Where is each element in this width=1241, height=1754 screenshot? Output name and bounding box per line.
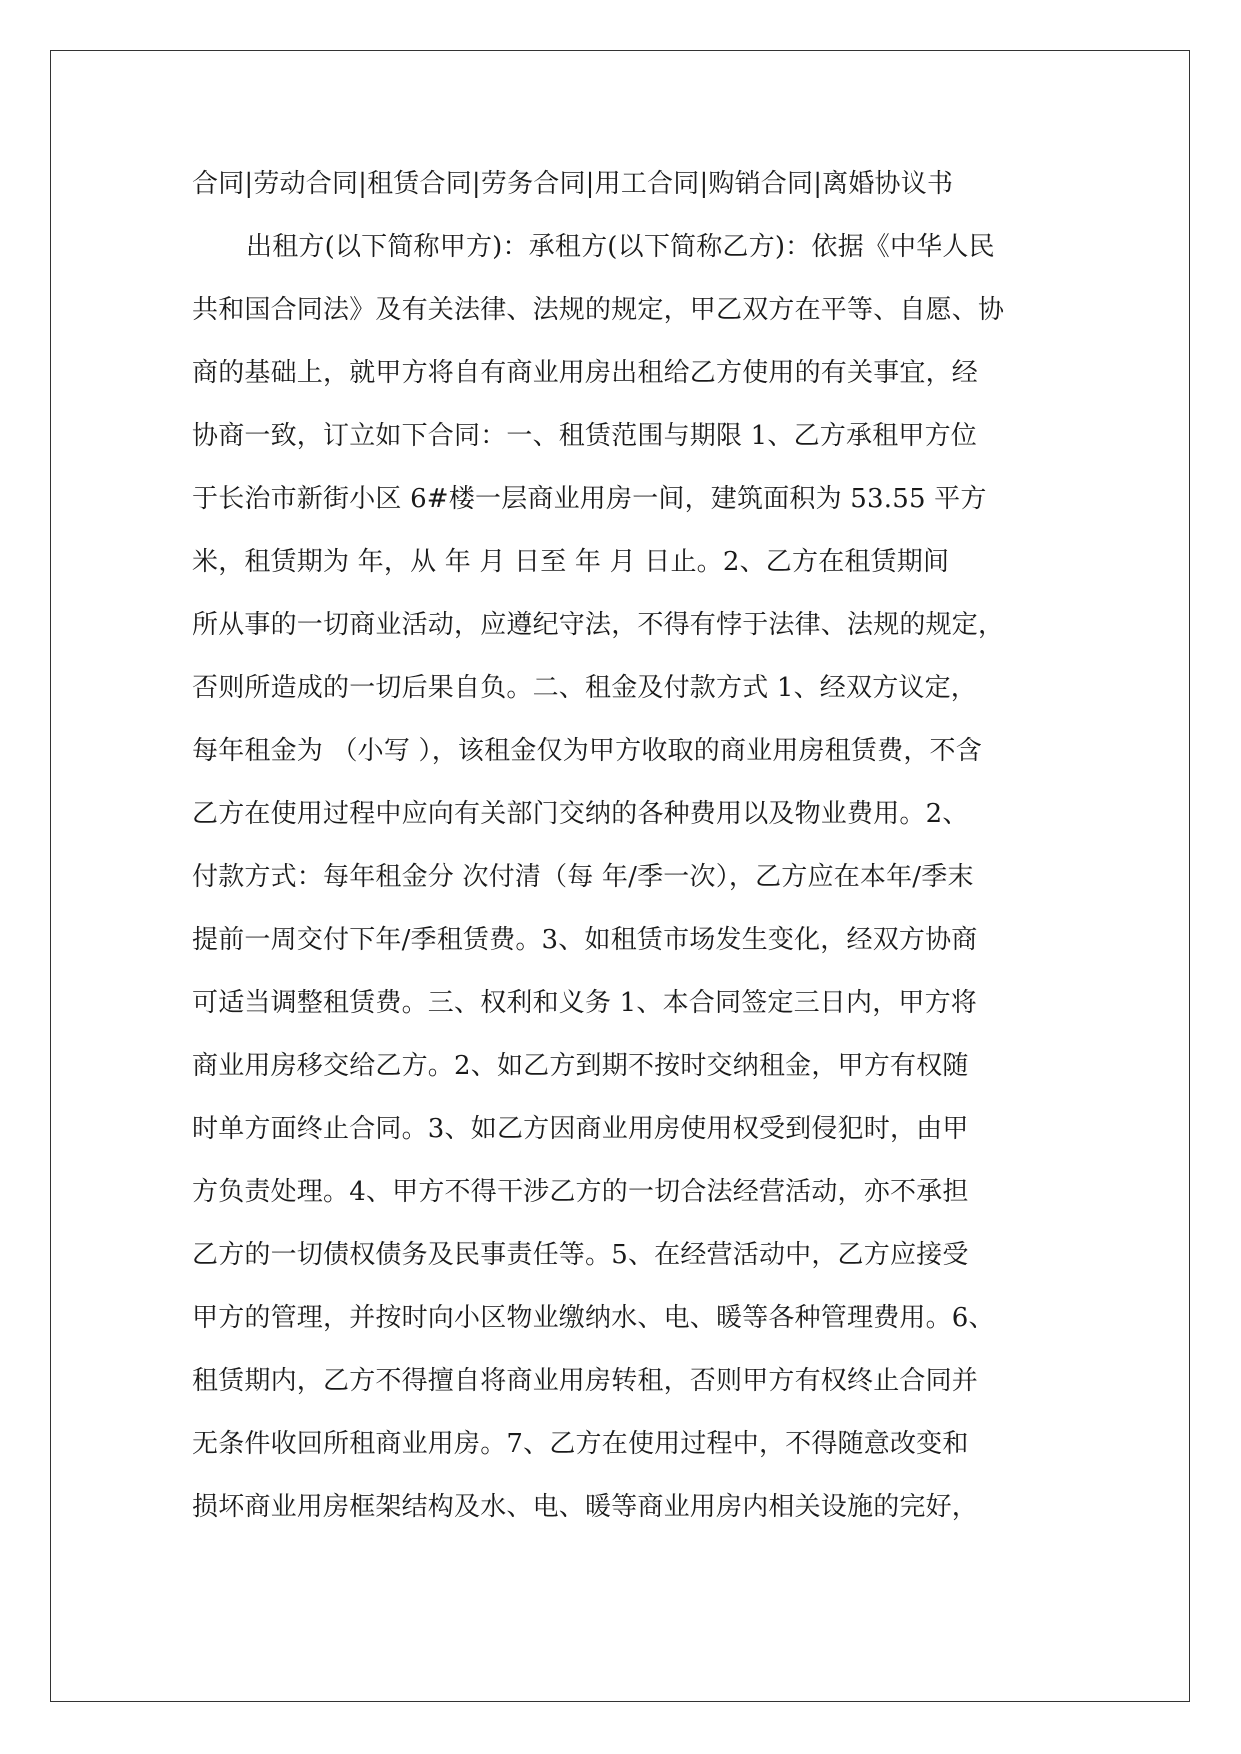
paragraph-line: 租赁期内，乙方不得擅自将商业用房转租，否则甲方有权终止合同并 [192,1366,979,1396]
paragraph-line: 米，租赁期为 年，从 年 月 日至 年 月 日止。2、乙方在租赁期间 [192,547,950,577]
paragraph-line: 可适当调整租赁费。三、权利和义务 1、本合同签定三日内，甲方将 [192,988,978,1018]
paragraph-line: 损坏商业用房框架结构及水、电、暖等商业用房内相关设施的完好， [192,1492,979,1522]
paragraph-line: 出租方(以下简称甲方)：承租方(以下简称乙方)：依据《中华人民 [246,232,995,262]
paragraph-line: 乙方的一切债权债务及民事责任等。5、在经营活动中，乙方应接受 [192,1240,969,1270]
paragraph-line: 时单方面终止合同。3、如乙方因商业用房使用权受到侵犯时，由甲 [192,1114,969,1144]
paragraph-line: 方负责处理。4、甲方不得干涉乙方的一切合法经营活动，亦不承担 [192,1177,969,1207]
paragraph-line: 提前一周交付下年/季租赁费。3、如租赁市场发生变化，经双方协商 [192,925,978,955]
paragraph-line: 乙方在使用过程中应向有关部门交纳的各种费用以及物业费用。2、 [192,799,969,829]
paragraph-line: 于长治市新街小区 6#楼一层商业用房一间，建筑面积为 53.55 平方 [192,484,987,514]
paragraph-line: 共和国合同法》及有关法律、法规的规定，甲乙双方在平等、自愿、协 [192,295,1005,325]
paragraph-line: 甲方的管理，并按时向小区物业缴纳水、电、暖等各种管理费用。6、 [192,1303,995,1333]
paragraph-line: 商的基础上，就甲方将自有商业用房出租给乙方使用的有关事宜，经 [192,358,979,388]
paragraph-line: 付款方式：每年租金分 次付清（每 年/季一次），乙方应在本年/季末 [192,862,974,892]
header-category-line: 合同|劳动合同|租赁合同|劳务合同|用工合同|购销合同|离婚协议书 [192,169,954,199]
paragraph-line: 所从事的一切商业活动，应遵纪守法，不得有悖于法律、法规的规定， [192,610,1005,640]
paragraph-line: 商业用房移交给乙方。2、如乙方到期不按时交纳租金，甲方有权随 [192,1051,969,1081]
paragraph-line: 否则所造成的一切后果自负。二、租金及付款方式 1、经双方议定， [192,673,978,703]
document-body [192,158,1052,1539]
paragraph-line: 协商一致，订立如下合同：一、租赁范围与期限 1、乙方承租甲方位 [192,421,978,451]
paragraph-line: 无条件收回所租商业用房。7、乙方在使用过程中，不得随意改变和 [192,1429,969,1459]
paragraph-line: 每年租金为 （小写 ），该租金仅为甲方收取的商业用房租赁费，不含 [192,736,982,766]
